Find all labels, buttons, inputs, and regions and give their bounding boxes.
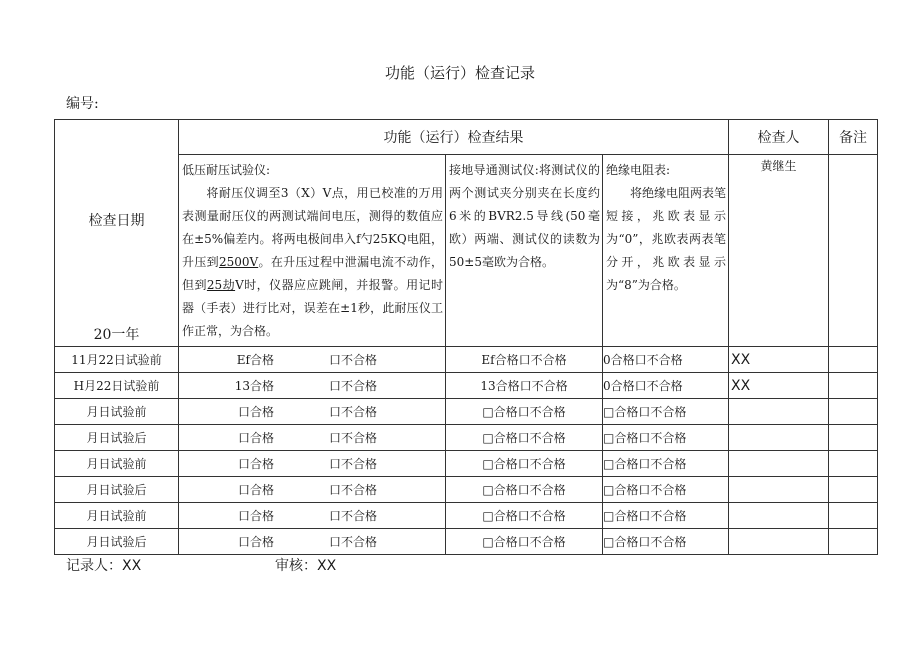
row-inspector [729,529,829,555]
row-remark [829,477,878,503]
insulation-tester-result: □合格口不合格 [603,529,729,555]
hv-result-pass: 口合格 [237,509,274,523]
row-remark [829,373,878,399]
insulation-tester-result: □合格口不合格 [603,451,729,477]
insulation-tester-result: □合格口不合格 [603,503,729,529]
reviewer [275,555,336,575]
row-date: H月22日试验前 [55,373,179,399]
insulation-tester-result: □合格口不合格 [603,477,729,503]
page-title: 功能（运行）检查记录 [384,64,535,82]
table-row [55,503,878,529]
row-date: 月日试验前 [55,399,179,425]
results-header: 功能（运行）检查结果 [179,120,729,155]
hv-result-pass: 口合格 [237,431,274,445]
hv-tester-title: 低压耐压试验仪: [182,163,271,177]
inspection-table [54,119,878,555]
row-date: 月日试验后 [55,529,179,555]
row-inspector [729,399,829,425]
table-row [55,451,878,477]
insulation-tester-result: 0合格口不合格 [603,347,729,373]
remark-header: 备注 [829,120,878,155]
ground-tester-result: □合格口不合格 [446,503,603,529]
ground-tester-result: □合格口不合格 [446,399,603,425]
row-date: 月日试验前 [55,451,179,477]
hv-tester-voltage: 2500V [218,255,259,269]
row-inspector [729,477,829,503]
hv-tester-result [179,451,446,477]
insulation-tester-text: 将绝缘电阻两表笔短接，兆欧表显示为“0”，兆欧表两表笔分开，兆欧表显示为“8”为合格。 [606,186,727,292]
row-date: 月日试验后 [55,425,179,451]
ground-tester-title: 接地导通测试仪: [449,163,539,177]
row-remark [829,451,878,477]
table-row [55,399,878,425]
hv-tester-trip-value: 25劫 [206,278,236,292]
row-inspector [729,425,829,451]
hv-result-fail: 口不合格 [329,353,378,367]
hv-tester-text-1: 将耐压仪调至3（X）V点，用已校准的万用表测量耐压仪的两测试端间电压，测得的数值应在±5%偏差内。将两电极间串入f勺25KQ电阻，升压到 [182,186,443,269]
ground-tester-description [446,155,603,347]
row-inspector [729,451,829,477]
ground-tester-result: 13合格口不合格 [446,373,603,399]
table-row [55,425,878,451]
inspector-header: 检查人 [729,120,829,155]
date-header: 检查日期 [88,213,145,229]
hv-tester-result [179,425,446,451]
recorder-value: XX [122,558,142,574]
hv-result-fail: 口不合格 [329,431,378,445]
hv-result-fail: 口不合格 [329,405,378,419]
hv-result-fail: 口不合格 [329,483,378,497]
recorder-label: 记录人： [66,558,122,574]
row-inspector: XX [729,347,829,373]
row-date: 11月22日试验前 [55,347,179,373]
hv-result-pass: 13合格 [234,379,274,393]
insulation-tester-result: □合格口不合格 [603,399,729,425]
ground-tester-result: Ef合格口不合格 [446,347,603,373]
hv-tester-description [179,155,446,347]
row-inspector: XX [729,373,829,399]
row-remark [829,503,878,529]
row-inspector [729,503,829,529]
row-remark [829,399,878,425]
insulation-tester-title: 绝缘电阻表: [606,163,671,177]
ground-tester-result: □合格口不合格 [446,451,603,477]
hv-tester-result [179,477,446,503]
ground-tester-text: 将测试仪的两个测试夹分别夹在长度约6米的BVR2.5导线(50毫欧）两端、测试仪的读数为50±5毫欧为合格。 [449,163,600,269]
row-date: 月日试验后 [55,477,179,503]
hv-result-pass: Ef合格 [236,353,274,367]
hv-result-fail: 口不合格 [329,379,378,393]
reviewer-label: 审核： [275,558,317,574]
reviewer-value: XX [317,558,337,574]
row-remark [829,347,878,373]
insulation-tester-description [603,155,729,347]
ground-tester-result: □合格口不合格 [446,477,603,503]
insulation-tester-result: □合格口不合格 [603,425,729,451]
hv-tester-result [179,347,446,373]
insulation-tester-result: 0合格口不合格 [603,373,729,399]
year-label: 20一年 [93,327,140,343]
inspector-name: 黄继生 [760,159,797,173]
hv-tester-result [179,529,446,555]
hv-tester-result [179,503,446,529]
serial-number-label: 编号: [66,96,99,112]
hv-tester-text-2: 。在升压过程中泄漏电流不动作，但到 [182,255,443,292]
table-row [55,373,878,399]
ground-tester-result: □合格口不合格 [446,425,603,451]
hv-result-pass: 口合格 [237,483,274,497]
hv-tester-text-3: V时，仪器应应跳闸，并报警。用记时器（手表）进行比对，误差在±1秒，此耐压仪工作正常，为合格。 [182,278,443,338]
row-date: 月日试验前 [55,503,179,529]
inspector-name-cell [729,155,829,347]
remark-cell [829,155,878,347]
hv-tester-result [179,373,446,399]
hv-result-pass: 口合格 [237,535,274,549]
recorder [66,555,141,575]
hv-result-pass: 口合格 [237,405,274,419]
row-remark [829,529,878,555]
row-remark [829,425,878,451]
ground-tester-result: □合格口不合格 [446,529,603,555]
hv-result-fail: 口不合格 [329,509,378,523]
table-row [55,347,878,373]
table-row [55,529,878,555]
hv-result-pass: 口合格 [237,457,274,471]
hv-result-fail: 口不合格 [329,457,378,471]
date-header-cell [55,120,179,347]
table-row [55,477,878,503]
hv-result-fail: 口不合格 [329,535,378,549]
hv-tester-result [179,399,446,425]
